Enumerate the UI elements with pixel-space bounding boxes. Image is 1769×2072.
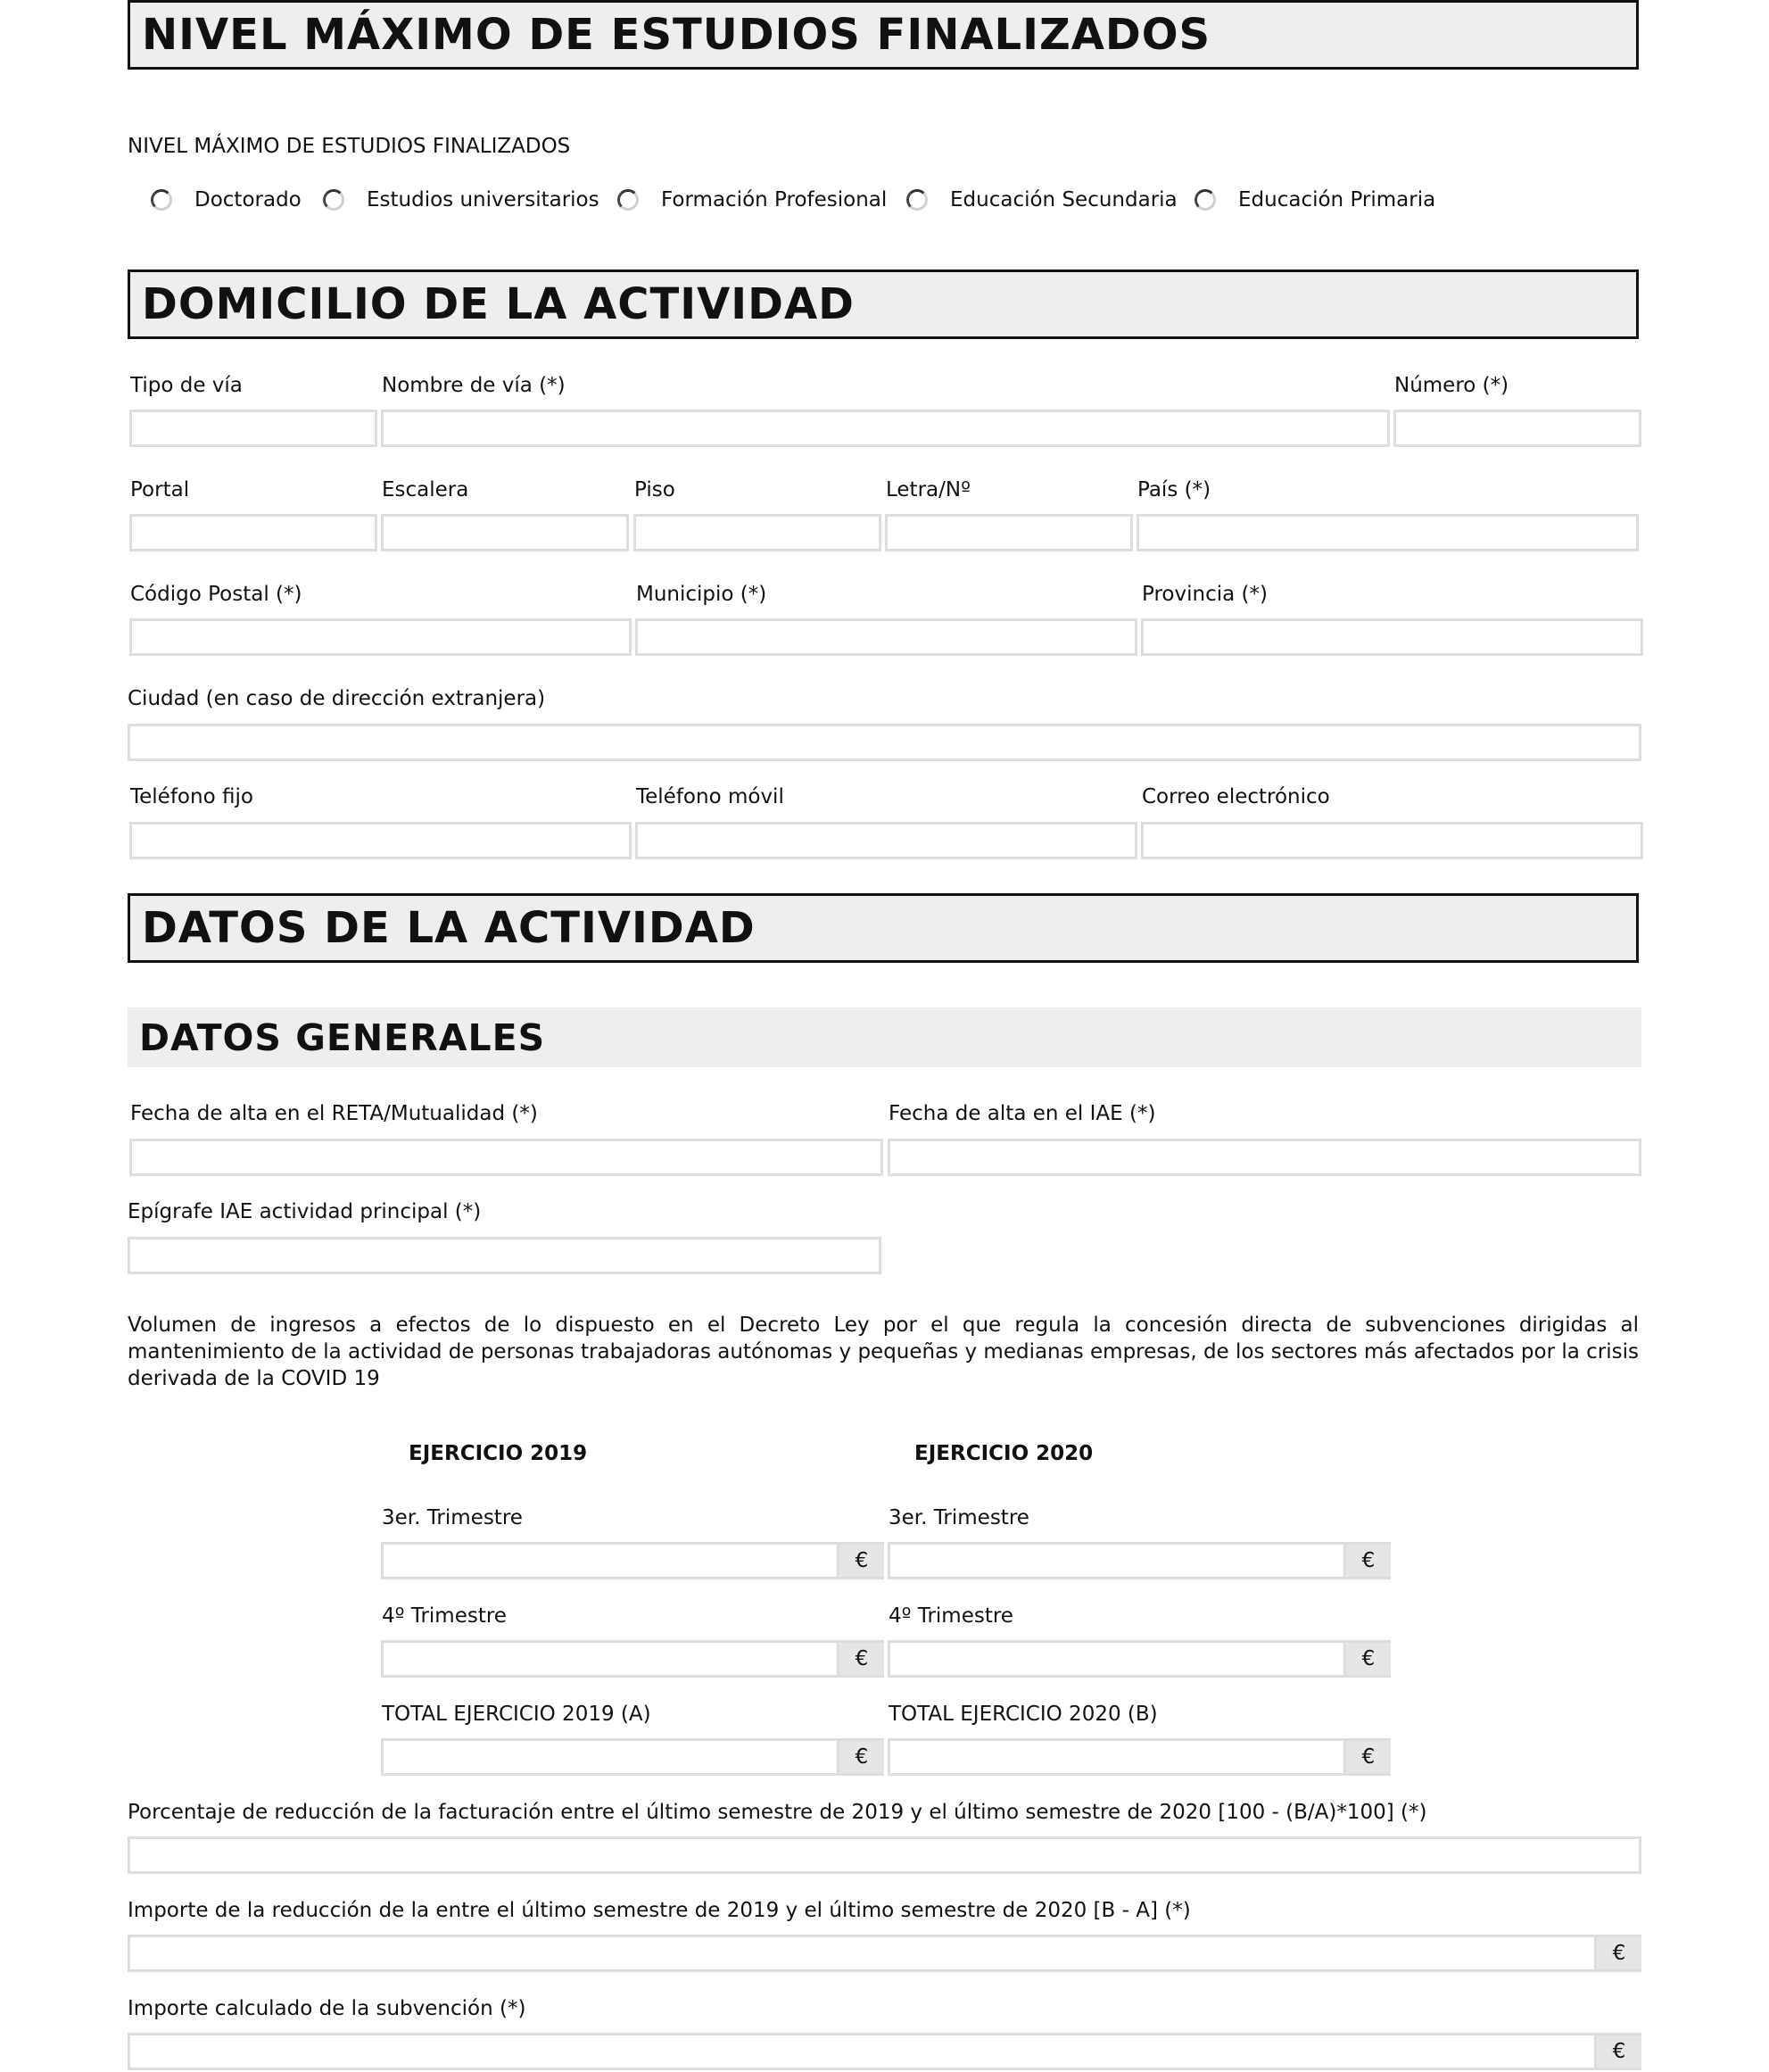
municipio-input[interactable]	[635, 618, 1137, 656]
ciudad-input[interactable]	[128, 724, 1641, 761]
piso-label: Piso	[634, 478, 675, 501]
euro-addon: €	[839, 1640, 884, 1678]
section-header-estudios	[128, 0, 1639, 70]
subsection-title: DATOS GENERALES	[139, 1015, 546, 1059]
section-title: DATOS DE LA ACTIVIDAD	[142, 903, 756, 953]
provincia-input[interactable]	[1141, 618, 1643, 656]
letra-input[interactable]	[885, 514, 1133, 551]
t3-2019-label: 3er. Trimestre	[382, 1506, 523, 1529]
importe-reduccion-input[interactable]	[128, 1935, 1597, 1972]
porcentaje-reduccion-input[interactable]	[128, 1836, 1641, 1874]
importe-reduccion-label: Importe de la reducción de la entre el último semestre de 2019 y el último semestre de 2020 [B - A] (*)	[128, 1899, 1191, 1922]
radio-label-educacion-secundaria[interactable]: Educación Secundaria	[950, 188, 1178, 211]
fecha-iae-label: Fecha de alta en el IAE (*)	[889, 1102, 1156, 1125]
radio-label-estudios-universitarios[interactable]: Estudios universitarios	[367, 188, 599, 211]
radio-formacion-profesional[interactable]	[617, 189, 639, 211]
telefono-fijo-input[interactable]	[129, 822, 632, 859]
portal-label: Portal	[130, 478, 190, 501]
section-title: NIVEL MÁXIMO DE ESTUDIOS FINALIZADOS	[142, 10, 1211, 60]
codigo-postal-input[interactable]	[129, 618, 632, 656]
fecha-reta-label: Fecha de alta en el RETA/Mutualidad (*)	[130, 1102, 538, 1125]
ciudad-label: Ciudad (en caso de dirección extranjera)	[128, 687, 546, 710]
radio-label-doctorado[interactable]: Doctorado	[194, 188, 302, 211]
epigrafe-label: Epígrafe IAE actividad principal (*)	[128, 1200, 482, 1223]
t3-2020-label: 3er. Trimestre	[889, 1506, 1029, 1529]
radio-educacion-primaria[interactable]	[1194, 189, 1216, 211]
estudios-question-label: NIVEL MÁXIMO DE ESTUDIOS FINALIZADOS	[128, 135, 571, 158]
t4-2019-label: 4º Trimestre	[382, 1604, 507, 1628]
section-title: DOMICILIO DE LA ACTIVIDAD	[142, 279, 855, 329]
piso-input[interactable]	[633, 514, 881, 551]
radio-estudios-universitarios[interactable]	[323, 189, 344, 211]
volumen-description: Volumen de ingresos a efectos de lo dispuesto en el Decreto Ley por el que regula la concesión directa de subvenciones dirigidas al mantenimiento de la actividad de personas trabajadoras autónomas y pequeñas y medianas empresas, de los sectores más afectados por la crisis derivada de la COVID 19	[128, 1314, 1639, 1390]
correo-input[interactable]	[1141, 822, 1643, 859]
ejercicio-2019-title: EJERCICIO 2019	[409, 1442, 588, 1465]
fecha-iae-input[interactable]	[888, 1139, 1641, 1176]
nombre-via-input[interactable]	[381, 410, 1390, 447]
numero-input[interactable]	[1393, 410, 1641, 447]
tipo-via-label: Tipo de vía	[130, 374, 243, 397]
t4-2020-label: 4º Trimestre	[889, 1604, 1013, 1628]
euro-addon: €	[1597, 1935, 1641, 1972]
pais-input[interactable]	[1137, 514, 1639, 551]
euro-addon: €	[1597, 2033, 1641, 2070]
total-2019-input[interactable]	[381, 1738, 839, 1776]
radio-label-formacion-profesional[interactable]: Formación Profesional	[661, 188, 888, 211]
euro-addon: €	[1346, 1738, 1391, 1776]
provincia-label: Provincia (*)	[1142, 583, 1268, 606]
ejercicio-2020-title: EJERCICIO 2020	[914, 1442, 1094, 1465]
telefono-movil-input[interactable]	[635, 822, 1137, 859]
importe-subvencion-label: Importe calculado de la subvención (*)	[128, 1997, 526, 2020]
t4-2019-input[interactable]	[381, 1640, 839, 1678]
importe-subvencion-input[interactable]	[128, 2033, 1597, 2070]
codigo-postal-label: Código Postal (*)	[130, 583, 302, 606]
radio-educacion-secundaria[interactable]	[906, 189, 928, 211]
letra-label: Letra/Nº	[886, 478, 971, 501]
correo-label: Correo electrónico	[1142, 785, 1330, 808]
section-header-actividad	[128, 893, 1639, 963]
epigrafe-input[interactable]	[128, 1237, 881, 1274]
fecha-reta-input[interactable]	[129, 1139, 883, 1176]
total-2019-label: TOTAL EJERCICIO 2019 (A)	[382, 1703, 651, 1726]
escalera-input[interactable]	[381, 514, 629, 551]
t3-2019-input[interactable]	[381, 1542, 839, 1579]
euro-addon: €	[1346, 1542, 1391, 1579]
radio-label-educacion-primaria[interactable]: Educación Primaria	[1238, 188, 1436, 211]
euro-addon: €	[839, 1542, 884, 1579]
numero-label: Número (*)	[1394, 374, 1509, 397]
section-header-domicilio	[128, 269, 1639, 339]
telefono-movil-label: Teléfono móvil	[636, 785, 784, 808]
tipo-via-input[interactable]	[129, 410, 377, 447]
municipio-label: Municipio (*)	[636, 583, 767, 606]
portal-input[interactable]	[129, 514, 377, 551]
escalera-label: Escalera	[382, 478, 469, 501]
total-2020-input[interactable]	[888, 1738, 1346, 1776]
radio-doctorado[interactable]	[151, 189, 172, 211]
t3-2020-input[interactable]	[888, 1542, 1346, 1579]
subsection-header-datos-generales	[128, 1007, 1641, 1067]
euro-addon: €	[839, 1738, 884, 1776]
t4-2020-input[interactable]	[888, 1640, 1346, 1678]
nombre-via-label: Nombre de vía (*)	[382, 374, 566, 397]
pais-label: País (*)	[1137, 478, 1211, 501]
total-2020-label: TOTAL EJERCICIO 2020 (B)	[889, 1703, 1158, 1726]
porcentaje-reduccion-label: Porcentaje de reducción de la facturación entre el último semestre de 2019 y el último semestre de 2020 [100 - (B/A)*100] (*)	[128, 1801, 1427, 1824]
euro-addon: €	[1346, 1640, 1391, 1678]
telefono-fijo-label: Teléfono fijo	[130, 785, 253, 808]
